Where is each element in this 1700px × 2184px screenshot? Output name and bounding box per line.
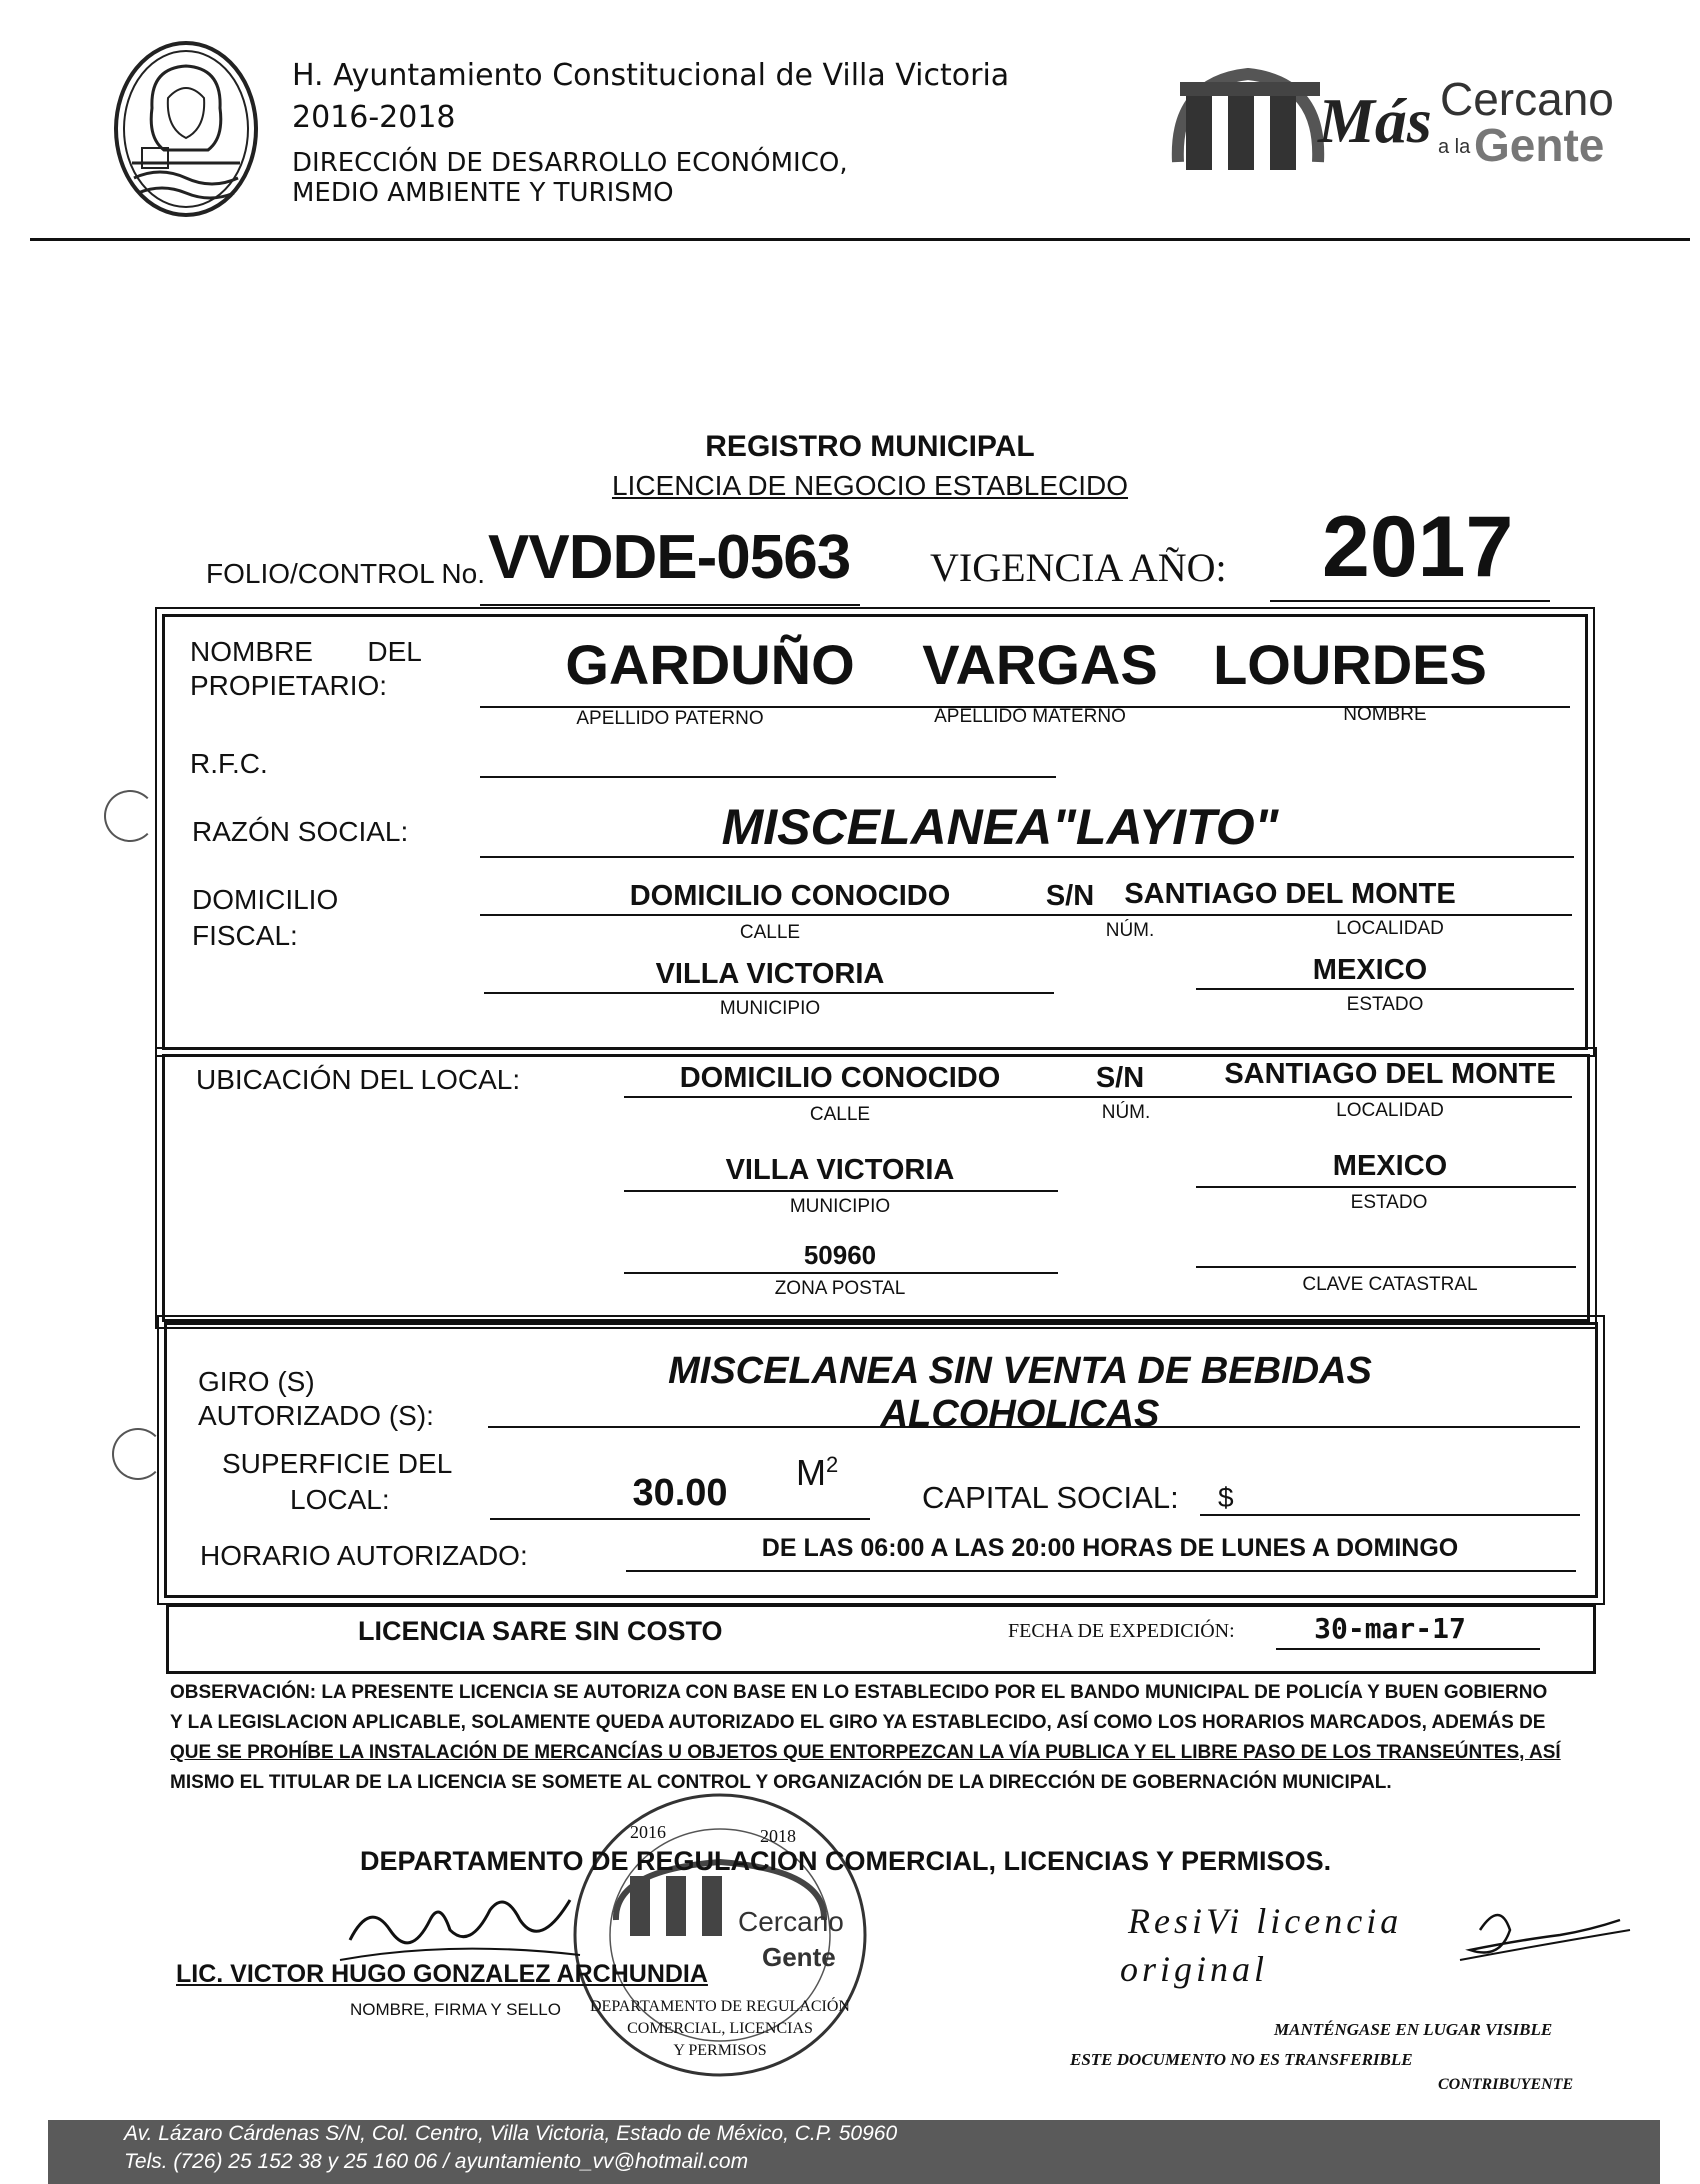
document-subtitle: LICENCIA DE NEGOCIO ESTABLECIDO: [611, 470, 1129, 501]
footer-address: Av. Lázaro Cárdenas S/N, Col. Centro, Villa Victoria, Estado de México, C.P. 50960: [124, 2122, 898, 2145]
location-num: S/N: [1095, 1062, 1145, 1094]
domicilio-label-line2: FISCAL:: [192, 920, 298, 951]
signer-name: LIC. VICTOR HUGO GONZALEZ ARCHUNDIA: [176, 1960, 708, 1988]
caption-location-estado: ESTADO: [1350, 1192, 1428, 1213]
signer-caption: NOMBRE, FIRMA Y SELLO: [350, 2000, 561, 2019]
administration-period: 2016-2018: [292, 100, 456, 135]
stamp-line-3: Y PERMISOS: [673, 2042, 767, 2059]
note-mantengase-visible: MANTÉNGASE EN LUGAR VISIBLE: [1274, 2020, 1553, 2039]
handwritten-note-line2: original: [1120, 1949, 1269, 1989]
razon-social-line: [480, 856, 1574, 858]
fiscal-estado: MEXICO: [1312, 954, 1428, 986]
punch-hole-bottom: [112, 1428, 164, 1480]
capital-line: [1200, 1514, 1580, 1516]
fecha-expedicion-value: 30-mar-17: [1314, 1612, 1466, 1645]
fiscal-calle: DOMICILIO CONOCIDO: [629, 880, 951, 912]
location-estado-line: [1196, 1186, 1576, 1188]
folio-label: FOLIO/CONTROL No.: [206, 558, 486, 589]
owner-label-line1: NOMBRE DEL: [190, 636, 422, 667]
fiscal-address-line: [480, 914, 1572, 916]
observacion-line-3: QUE SE PROHÍBE LA INSTALACIÓN DE MERCANCÍAS U OBJETOS QUE ENTORPEZCAN LA VÍA PUBLICA Y EL LIBRE PASO DE LOS TRANSEÚNTES, ASÍ: [170, 1742, 1561, 1763]
caption-nombre: NOMBRE: [1343, 704, 1427, 725]
director-signature: [330, 1880, 590, 1970]
giro-value: MISCELANEA SIN VENTA DE BEBIDAS ALCOHOLICAS: [668, 1350, 1372, 1435]
rfc-label: R.F.C.: [190, 748, 268, 779]
rfc-line: [480, 776, 1056, 778]
location-address-line: [624, 1096, 1572, 1098]
document-title: REGISTRO MUNICIPAL: [705, 430, 1035, 463]
header-rule: [30, 238, 1690, 241]
location-municipio: VILLA VICTORIA: [725, 1154, 955, 1186]
fiscal-estado-line: [1196, 988, 1574, 990]
folio-value: VVDDE-0563: [488, 523, 851, 592]
caption-fiscal-localidad: LOCALIDAD: [1336, 918, 1444, 939]
caption-fiscal-municipio: MUNICIPIO: [719, 998, 821, 1019]
caption-fiscal-calle: CALLE: [739, 922, 801, 943]
giro-label-line2: AUTORIZADO (S):: [198, 1400, 434, 1431]
vigencia-underline: [1270, 600, 1550, 602]
horario-value: DE LAS 06:00 A LAS 20:00 HORAS DE LUNES A DOMINGO: [761, 1534, 1459, 1562]
fiscal-municipio: VILLA VICTORIA: [655, 958, 885, 990]
caption-location-num: NÚM.: [1101, 1102, 1151, 1123]
superficie-unit: [796, 1452, 838, 1494]
razon-social-value: MISCELANEA"LAYITO": [721, 799, 1279, 855]
brand-cercano: Cercano: [1440, 73, 1614, 125]
owner-apellido-materno: VARGAS: [922, 633, 1158, 696]
capital-currency: $: [1218, 1482, 1234, 1513]
fiscal-localidad: SANTIAGO DEL MONTE: [1124, 878, 1456, 910]
superficie-unit-exponent: 2: [826, 1452, 839, 1477]
ubicacion-label: UBICACIÓN DEL LOCAL:: [196, 1064, 521, 1095]
recipient-signature: [1440, 1890, 1640, 1980]
caption-location-calle: CALLE: [809, 1104, 871, 1125]
folio-underline: [480, 604, 860, 606]
location-calle: DOMICILIO CONOCIDO: [679, 1062, 1001, 1094]
license-type: LICENCIA SARE SIN COSTO: [358, 1616, 723, 1646]
owner-label-line2: PROPIETARIO:: [190, 670, 388, 701]
direction-line-1: DIRECCIÓN DE DESARROLLO ECONÓMICO,: [292, 148, 848, 178]
caption-fiscal-num: NÚM.: [1105, 920, 1155, 941]
location-municipio-line: [624, 1190, 1058, 1192]
handwritten-note-line1: ResiVi licencia: [1128, 1901, 1403, 1941]
caption-clave-catastral: CLAVE CATASTRAL: [1302, 1274, 1478, 1295]
municipal-crest-logo: [112, 38, 260, 220]
superficie-value: 30.00: [632, 1472, 728, 1514]
brand-gente: Gente: [1474, 119, 1605, 171]
superficie-unit-m: M: [796, 1452, 826, 1493]
observacion-line-4: MISMO EL TITULAR DE LA LICENCIA SE SOMETE AL CONTROL Y ORGANIZACIÓN DE LA DIRECCIÓN DE GOBERNACIÓN MUNICIPAL.: [170, 1772, 1392, 1793]
fiscal-num: S/N: [1045, 880, 1095, 912]
location-zona-line: [624, 1272, 1058, 1274]
observacion-line-2: Y LA LEGISLACION APLICABLE, SOLAMENTE QUEDA AUTORIZADO EL GIRO YA ESTABLECIDO, ASÍ COMO LOS HORARIOS MARCADOS, ADEMÁS DE: [170, 1712, 1546, 1733]
stamp-line-1: DEPARTAMENTO DE REGULACIÓN: [590, 1998, 850, 2015]
stamp-brand: [738, 1906, 844, 1938]
stamp-brand-gente: Gente: [762, 1942, 836, 1972]
stamp-brand-cercano: Cercano: [738, 1906, 844, 1937]
owner-nombre: LOURDES: [1213, 633, 1487, 696]
stamp-year-right: 2018: [760, 1826, 796, 1846]
vigencia-label: VIGENCIA AÑO:: [930, 545, 1227, 590]
department-title: DEPARTAMENTO DE REGULACION COMERCIAL, LICENCIAS Y PERMISOS.: [360, 1846, 1332, 1876]
brand-mas: Más: [1318, 85, 1432, 156]
fecha-expedicion-label: FECHA DE EXPEDICIÓN:: [1008, 1620, 1235, 1642]
fiscal-municipio-line: [484, 992, 1054, 994]
caption-zona-postal: ZONA POSTAL: [774, 1278, 906, 1299]
direction-line-2: MEDIO AMBIENTE Y TURISMO: [292, 178, 674, 208]
horario-line: [626, 1570, 1576, 1572]
punch-hole-top: [104, 790, 156, 842]
giro-line: [488, 1426, 1580, 1428]
note-contribuyente: CONTRIBUYENTE: [1438, 2076, 1574, 2093]
superficie-line: [490, 1518, 870, 1520]
caption-fiscal-estado: ESTADO: [1346, 994, 1424, 1015]
brand-ala: a la: [1438, 136, 1471, 158]
caption-location-localidad: LOCALIDAD: [1336, 1100, 1444, 1121]
location-estado: MEXICO: [1332, 1150, 1448, 1182]
capital-social-label: CAPITAL SOCIAL:: [922, 1480, 1179, 1515]
stamp-line-2: COMERCIAL, LICENCIAS: [627, 2020, 813, 2037]
caption-apellido-paterno: APELLIDO PATERNO: [576, 708, 764, 729]
footer-contact: Tels. (726) 25 152 38 y 25 160 06 / ayuntamiento_vv@hotmail.com: [124, 2150, 749, 2173]
location-zona-postal: 50960: [803, 1240, 877, 1270]
superficie-label-line1: SUPERFICIE DEL: [222, 1448, 453, 1479]
caption-location-municipio: MUNICIPIO: [789, 1196, 891, 1217]
stamp-year-left: 2016: [630, 1822, 666, 1842]
giro-label-line1: GIRO (S): [198, 1366, 315, 1397]
note-no-transferible: ESTE DOCUMENTO NO ES TRANSFERIBLE: [1070, 2050, 1413, 2069]
razon-social-label: RAZÓN SOCIAL:: [192, 816, 409, 847]
caption-apellido-materno: APELLIDO MATERNO: [934, 706, 1126, 727]
vigencia-value: 2017: [1322, 499, 1514, 595]
observacion-line-1: OBSERVACIÓN: LA PRESENTE LICENCIA SE AUTORIZA CON BASE EN LO ESTABLECIDO POR EL BANDO MUNICIPAL DE POLICÍA Y BUEN GOBIERNO: [170, 1682, 1548, 1703]
owner-apellido-paterno: GARDUÑO: [565, 633, 855, 696]
brand-logo: [1168, 52, 1648, 192]
horario-label: HORARIO AUTORIZADO:: [200, 1540, 528, 1571]
domicilio-label-line1: DOMICILIO: [192, 884, 339, 915]
location-localidad: SANTIAGO DEL MONTE: [1224, 1058, 1556, 1090]
fecha-expedicion-line: [1276, 1648, 1540, 1650]
location-clave-line: [1196, 1266, 1576, 1268]
institution-name: H. Ayuntamiento Constitucional de Villa Victoria: [292, 58, 1010, 93]
superficie-label-line2: LOCAL:: [290, 1484, 390, 1515]
